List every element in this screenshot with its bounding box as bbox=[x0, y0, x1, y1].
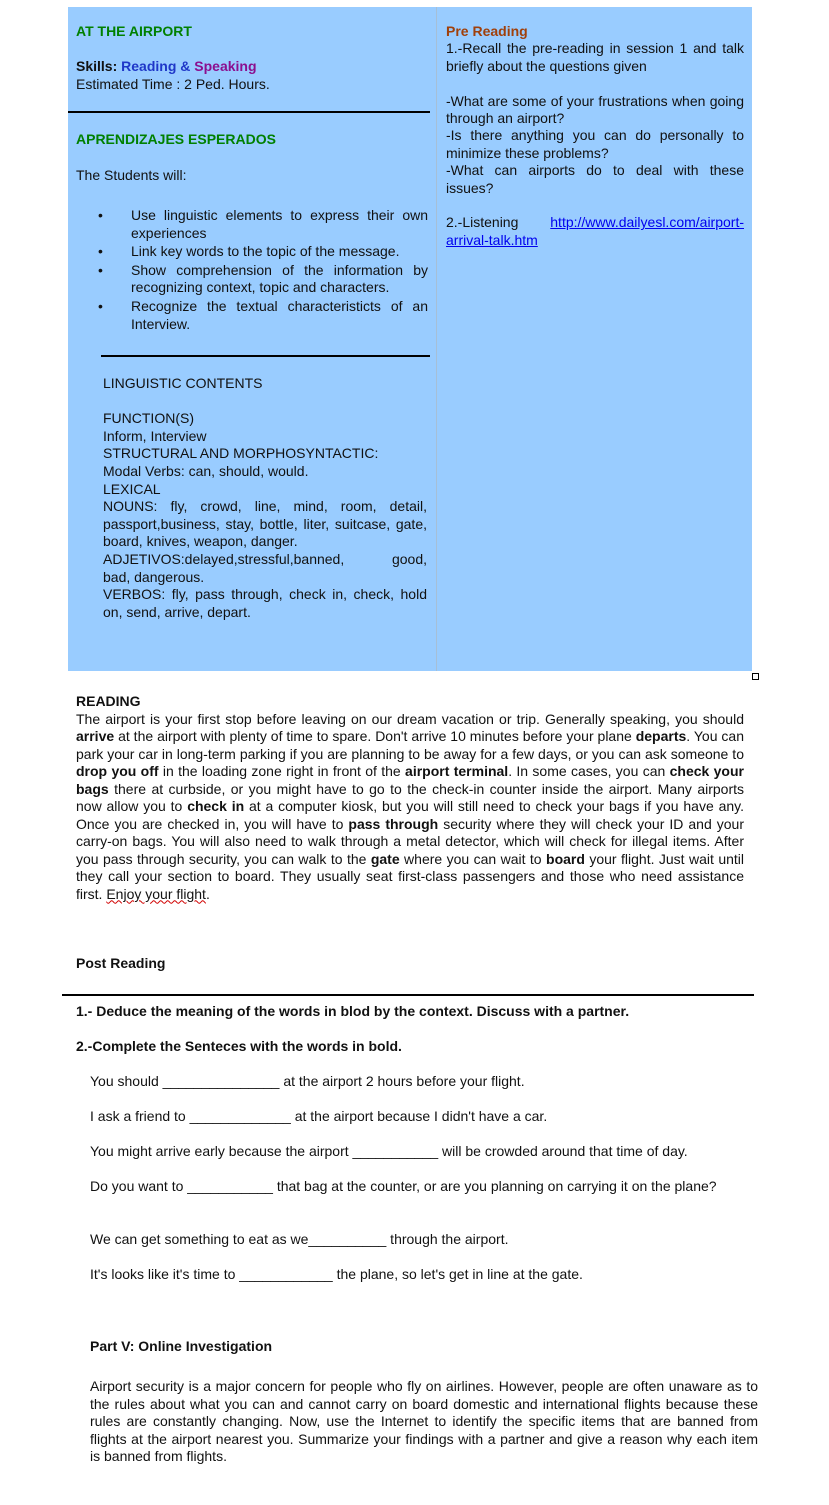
divider-rule bbox=[101, 355, 430, 357]
pre-reading bbox=[446, 23, 744, 249]
list-item: • Link key words to the topic of the message. bbox=[98, 243, 400, 260]
skill-speaking: Speaking bbox=[194, 58, 257, 74]
exercise-sentence: I ask a friend to _____________ at the airport because I didn't have a car. bbox=[90, 1108, 548, 1124]
skills-line bbox=[76, 58, 257, 74]
exercise-sentence: It's looks like it's time to ____________ the plane, so let's get in line at the gate. bbox=[90, 1266, 583, 1282]
question-item: -What are some of your frustrations when going through an airport? bbox=[446, 92, 744, 127]
bullet-icon: • bbox=[98, 261, 103, 278]
function-value: Inform, Interview bbox=[103, 427, 207, 444]
keyword: departs bbox=[635, 728, 687, 744]
objectives-list bbox=[98, 207, 428, 334]
exercise-sentence: We can get something to eat as we__________ through the airport. bbox=[90, 1231, 509, 1247]
keyword: drop you off bbox=[76, 763, 159, 779]
lesson-title: AT THE AIRPORT bbox=[76, 23, 192, 39]
estimated-time: Estimated Time : 2 Ped. Hours. bbox=[76, 76, 270, 92]
listening-label: 2.-Listening bbox=[446, 214, 519, 231]
keyword: arrive bbox=[76, 728, 115, 744]
linguistic-contents bbox=[103, 375, 431, 621]
post-question-2: 2.-Complete the Senteces with the words in bold. bbox=[76, 1038, 402, 1054]
function-label: FUNCTION(S) bbox=[103, 410, 194, 427]
lesson-panel bbox=[68, 7, 752, 671]
skills-label: Skills: bbox=[76, 58, 118, 74]
divider-rule bbox=[68, 111, 430, 113]
left-column bbox=[68, 7, 436, 671]
list-item: • Use linguistic elements to express their own experiences bbox=[98, 207, 428, 241]
keyword: check your bags bbox=[76, 763, 744, 797]
lexical-label: LEXICAL bbox=[103, 480, 161, 497]
bullet-icon: • bbox=[98, 207, 103, 223]
bullet-icon: • bbox=[98, 243, 103, 260]
keyword: airport terminal bbox=[405, 763, 509, 779]
right-column bbox=[437, 7, 752, 671]
part5-title: : Online Investigation bbox=[129, 1338, 273, 1354]
spellcheck-flag: Enjoy your flight bbox=[106, 885, 206, 902]
post-question-1: 1.- Deduce the meaning of the words in blod by the context. Discuss with a partner. bbox=[76, 1003, 630, 1019]
nouns-list: NOUNS: fly, crowd, line, mind, room, detail, passport,business, stay, bottle, liter, suitcase, gate, board, knives, weapon, danger. bbox=[103, 498, 427, 550]
reading-body: The airport is your first stop before leaving on our dream vacation or trip. Generally speaking, you should arrive at the airport with plenty of time to spare. Don't arrive 10 minutes before your plane departs. You can park your car in long-term parking if you are planning to be away for a few days, or you can ask someone to drop you off in the loading zone right in front of the airport terminal. In some cases, you can check your bags there at curbside, or you might have to go to the check-in counter inside the airport. Many airports now allow you to check in at a computer kiosk, but you will still need to check your bags if you have any. Once you are checked in, you will have to pass through security where they will check your ID and your carry-on bags. You will also need to walk through a metal detector, which will check for illegal items. After you pass through security, you can walk to the gate where you can wait to board your flight. Just wait until they call your section to board. They usually seat first-class passengers and those who need assistance first. Enjoy your flight. bbox=[76, 710, 745, 902]
question-item: -Is there anything you can do personally to minimize these problems? bbox=[446, 127, 744, 161]
adjetivos-list: ADJETIVOS:delayed,stressful,banned, good, bad, dangerous. bbox=[103, 550, 431, 585]
skill-reading: Reading bbox=[121, 58, 177, 74]
keyword: check in bbox=[187, 798, 245, 814]
part5-body: Airport security is a major concern for people who fly on airlines. However, people are often unaware as to the rules about what you can and cannot carry on board domestic and international flights because these rules are constantly changing. Now, use the Internet to identify the specific items that are banned from flights at the airport nearest you. Summarize your findings with a partner and give a reason why each item is banned from flights. bbox=[90, 1378, 758, 1464]
aprendizajes-heading: APRENDIZAJES ESPERADOS bbox=[76, 131, 276, 147]
students-will: The Students will: bbox=[76, 167, 187, 183]
question-item: -What can airports do to deal with these issues? bbox=[446, 162, 744, 196]
keyword: pass through bbox=[348, 815, 439, 832]
linguistic-heading: LINGUISTIC CONTENTS bbox=[103, 375, 263, 391]
exercise-sentence: You might arrive early because the airport ___________ will be crowded around that time of day. bbox=[90, 1143, 688, 1159]
list-item: • Show comprehension of the information by recognizing context, topic and characters. bbox=[98, 261, 428, 296]
part5-heading bbox=[90, 1338, 272, 1354]
verbos-list: VERBOS: fly, pass through, check in, check, hold on, send, arrive, depart. bbox=[103, 586, 427, 620]
divider-rule bbox=[62, 994, 754, 996]
bullet-icon: • bbox=[98, 297, 103, 314]
structural-label: STRUCTURAL AND MORPHOSYNTACTIC: bbox=[103, 445, 379, 462]
keyword: gate bbox=[370, 850, 400, 867]
pre-reading-intro: 1.-Recall the pre-reading in session 1 and talk briefly about the questions given bbox=[446, 40, 744, 74]
reading-section bbox=[76, 693, 744, 903]
list-item: • Recognize the textual characteristicts of an Interview. bbox=[98, 297, 428, 332]
resize-handle[interactable] bbox=[752, 673, 759, 680]
part5-label: Part V bbox=[90, 1338, 130, 1354]
listening-line bbox=[446, 214, 744, 249]
pre-reading-heading: Pre Reading bbox=[446, 23, 528, 39]
listening-link[interactable]: http://www.dailyesl.com/airport-arrival-talk.htm bbox=[446, 214, 744, 248]
exercise-sentence: You should _______________ at the airport 2 hours before your flight. bbox=[90, 1073, 525, 1089]
structural-value: Modal Verbs: can, should, would. bbox=[103, 462, 309, 479]
keyword: board bbox=[546, 850, 585, 867]
skill-amp: & bbox=[180, 58, 191, 74]
post-reading-heading: Post Reading bbox=[76, 955, 166, 971]
reading-heading: READING bbox=[76, 693, 141, 709]
exercise-sentence: Do you want to ___________ that bag at the counter, or are you planning on carrying it on the plane? bbox=[90, 1178, 717, 1194]
